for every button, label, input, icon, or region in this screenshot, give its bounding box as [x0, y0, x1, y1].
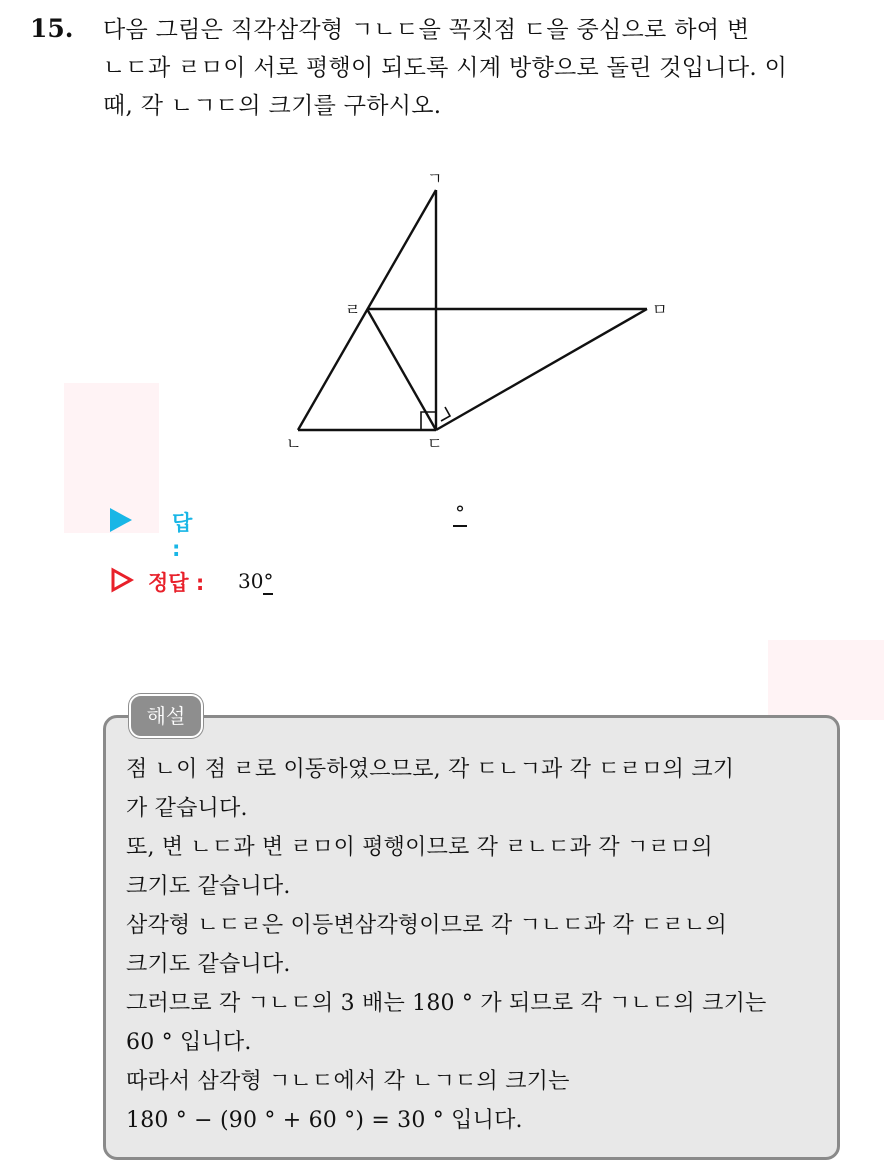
correct-answer-value [238, 569, 273, 593]
question-line: 다음 그림은 직각삼각형 ㄱㄴㄷ을 꼭짓점 ㄷ을 중심으로 하여 변 [103, 17, 750, 43]
explanation-line: 점 ㄴ이 점 ㄹ로 이동하였으므로, 각 ㄷㄴㄱ과 각 ㄷㄹㅁ의 크기 [126, 757, 735, 782]
explanation-line: 가 같습니다. [126, 796, 248, 821]
answer-label: 답 : [172, 511, 193, 561]
point-label-m: ㅁ [652, 300, 668, 319]
answer-row [110, 501, 465, 561]
correct-answer-row [110, 567, 274, 595]
point-label-n: ㄴ [286, 434, 302, 453]
explanation-title: 해설 [129, 694, 203, 738]
question-line: 때, 각 ㄴㄱㄷ의 크기를 구하시오. [103, 93, 442, 119]
outline-triangle-icon [110, 567, 134, 593]
answer-blank[interactable]: ° [455, 501, 465, 525]
point-label-d: ㄷ [427, 434, 443, 453]
point-label-r: ㄹ [345, 300, 361, 319]
correct-answer-label: 정답 : [148, 571, 205, 595]
explanation-text [126, 750, 832, 1140]
explanation-line: 또, 변 ㄴㄷ과 변 ㄹㅁ이 평행이므로 각 ㄹㄴㄷ과 각 ㄱㄹㅁ의 [126, 835, 713, 860]
explanation-line: 60 ° 입니다. [126, 1030, 252, 1055]
explanation-line: 크기도 같습니다. [126, 952, 291, 977]
explanation-line: 크기도 같습니다. [126, 874, 291, 899]
correct-answer-number: 30 [238, 569, 264, 593]
explanation-line: 삼각형 ㄴㄷㄹ은 이등변삼각형이므로 각 ㄱㄴㄷ과 각 ㄷㄹㄴ의 [126, 913, 727, 938]
segment-m-d [436, 309, 647, 430]
explanation-line: 180 ° − (90 ° + 60 °) = 30 ° 입니다. [126, 1108, 523, 1133]
play-triangle-icon [110, 508, 132, 532]
correct-answer-unit: ° [263, 569, 274, 593]
explanation-line: 따라서 삼각형 ㄱㄴㄷ에서 각 ㄴㄱㄷ의 크기는 [126, 1069, 570, 1094]
explanation-line: 그러므로 각 ㄱㄴㄷ의 3 배는 180 ° 가 되므로 각 ㄱㄴㄷ의 크기는 [126, 991, 767, 1016]
question-line: ㄴㄷ과 ㄹㅁ이 서로 평행이 되도록 시계 방향으로 돌린 것입니다. 이 [103, 55, 788, 81]
right-angle-mark [441, 407, 450, 421]
question-number: 15. [30, 14, 74, 43]
point-label-g: ㄱ [427, 169, 443, 188]
